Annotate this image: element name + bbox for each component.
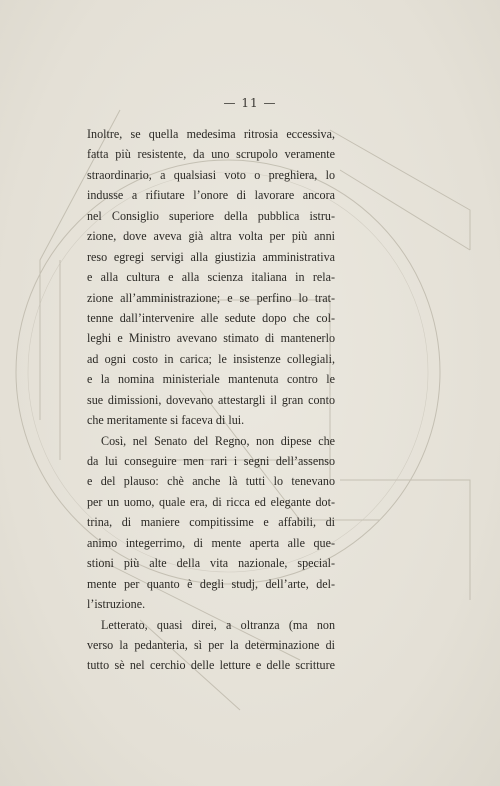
text-line: zione all’amministrazione; e se perfino lo trat- [87, 290, 335, 305]
text-line: e la nomina ministeriale mantenuta contro le [87, 372, 335, 387]
paragraph [87, 124, 335, 431]
text-line: che meritamente si faceva di lui. [87, 413, 245, 428]
text-line: Letterato, quasi direi, a oltranza (ma non [101, 617, 335, 632]
text-line: indusse a rifiutare l’onore di lavorare ancora [87, 188, 335, 203]
text-line: nel Consiglio superiore della pubblica istru- [87, 208, 335, 223]
page-number: — 11 — [223, 96, 277, 110]
text-line: reso egregi servigi alla giustizia amministrativa [87, 249, 335, 264]
text-line: straordinario, a qualsiasi voto o preghiera, lo [87, 167, 335, 182]
text-line: leghi e Ministro avevano stimato di mantenerlo [87, 331, 335, 346]
text-line: sue dimissioni, dovevano attestargli il gran conto [87, 392, 335, 407]
text-line: fatta più resistente, da uno scrupolo veramente [87, 147, 335, 162]
text-line: l’istruzione. [87, 597, 146, 612]
text-line: da lui conseguire men rari i segni dell’assenso [87, 454, 335, 468]
text-line: e alla cultura e alla scienza italiana in rela- [87, 270, 335, 285]
paragraph [87, 615, 335, 676]
text-line: e del plauso: chè anche là tutti lo tenevano [87, 474, 335, 489]
text-line: zione, dove aveva già altra volta per più anni [87, 229, 335, 244]
text-line: animo integerrimo, di mente aperta alle que- [87, 535, 335, 550]
text-line: stioni più alte della vita nazionale, special- [87, 556, 335, 571]
text-line: tenne dall’intervenire alle sedute dopo che col- [87, 310, 335, 325]
text-line: trina, di maniere compitissime e affabili, di [87, 515, 335, 530]
paragraph [87, 431, 335, 615]
text-line: verso la pedanteria, sì per la determinazione di [87, 637, 335, 652]
text-line: ad ogni costo in carica; le insistenze collegiali, [87, 351, 335, 366]
text-line: Inoltre, se quella medesima ritrosia eccessiva, [87, 127, 335, 141]
text-line: Così, nel Senato del Regno, non dipese che [101, 433, 335, 448]
text-line: per un uomo, quale era, di ricca ed elegante dot- [87, 494, 335, 509]
body-text [87, 124, 335, 676]
text-line: mente per quanto è degli studj, dell’arte, del- [87, 576, 335, 591]
text-line: tutto sè nel cerchio delle letture e delle scritture [87, 658, 335, 673]
